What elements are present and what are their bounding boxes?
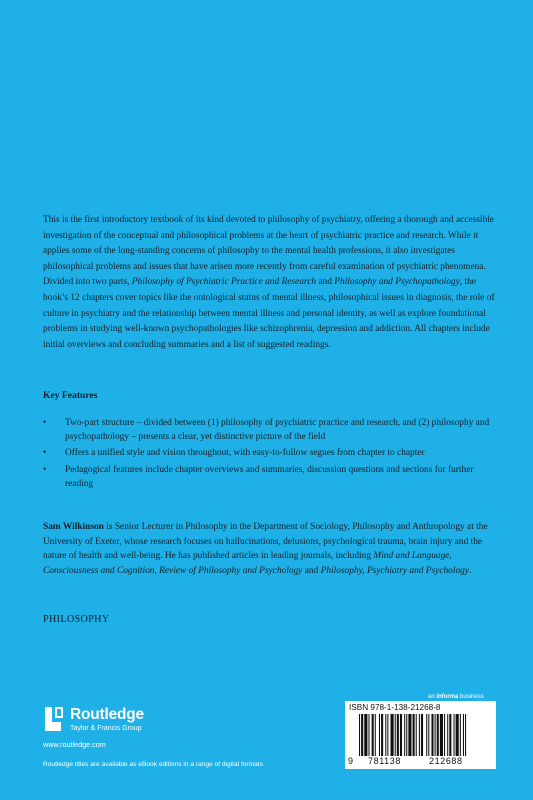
barcode-bar	[387, 714, 388, 756]
barcode-bar	[421, 714, 423, 756]
barcode-bar	[444, 714, 445, 756]
bullet-marker: •	[43, 448, 47, 459]
barcode-bar	[463, 714, 464, 756]
barcode-panel	[345, 701, 496, 769]
barcode-bar	[428, 714, 429, 756]
ebook-availability-note: Routledge titles are available as eBook editions in a range of digital formats	[43, 761, 263, 768]
informa-brand: informa	[436, 694, 459, 700]
journal-list: Mind and Language, Consciousness and Cognition, Review of Philosophy and Psychology	[43, 551, 452, 576]
feature-item	[43, 463, 495, 491]
informa-prefix: an	[428, 694, 437, 700]
author-bio-text: and	[302, 565, 321, 576]
routledge-logo-icon	[43, 705, 65, 733]
informa-business-note	[428, 694, 484, 700]
informa-suffix: business	[458, 694, 484, 700]
publisher-group: Taylor & Francis Group	[70, 725, 142, 732]
barcode-bar	[460, 714, 461, 756]
feature-text: Offers a unified style and vision throughout, with easy-to-follow segues from chapter to chapter	[65, 448, 425, 459]
journal-name: Philosophy, Psychiatry and Psychology	[320, 565, 469, 576]
barcode-bar	[435, 714, 436, 756]
author-bio	[43, 520, 495, 578]
barcode-bar	[449, 714, 451, 756]
barcode-bar	[404, 714, 405, 756]
blurb-text-continued: , the book’s 12 chapters cover topics like the ontological status of mental illness, philosophical issues in diagnosis, the role of culture in psychiatry and the relationship between mental illness and personal identity, as well as explore foundational problems in studying well-known psychopathologies like schizophrenia, depression and addiction. All chapters include initial overviews and concluding summaries and a list of suggested readings.	[43, 277, 495, 350]
author-name: Sam Wilkinson	[43, 522, 104, 532]
key-features-heading: Key Features	[43, 390, 98, 401]
feature-text: Pedagogical features include chapter overviews and summaries, discussion questions and sections for further reading	[65, 464, 474, 489]
barcode-bar	[375, 714, 376, 756]
barcode-bar	[397, 714, 399, 756]
barcode-bar	[456, 714, 459, 756]
bullet-marker: •	[43, 464, 47, 475]
barcode-bar	[416, 714, 417, 756]
author-bio-text: is Senior Lecturer in Philosophy in the Department of Sociology, Philosophy and Anthropology at the University of Exeter, whose research focuses on hallucinations, delusions, psychological trauma, brain injury and the nature of health and well-being. He has published articles in leading journals, including	[43, 522, 488, 562]
barcode-bar	[368, 714, 369, 756]
author-bio-text: .	[469, 565, 472, 576]
publisher-name: Routledge	[70, 706, 144, 723]
isbn-label: ISBN 978-1-138-21268-8	[349, 703, 441, 712]
barcode-bar	[395, 714, 396, 756]
barcode-bar	[419, 714, 420, 756]
barcode-bar	[372, 714, 374, 756]
barcode-bar	[391, 714, 394, 756]
barcode-bar	[465, 714, 466, 756]
subject-category: PHILOSOPHY	[43, 614, 110, 625]
publisher-url[interactable]: www.routledge.com	[43, 740, 106, 749]
barcode-bar	[359, 714, 360, 756]
barcode-bar	[400, 714, 402, 756]
barcode-bar	[379, 714, 380, 756]
blurb-text: This is the first introductory textbook of its kind devoted to philosophy of psychiatry, offering a thorough and accessible investigation of the conceptual and philosophical problems at the heart of psychiatric practice and research. While it applies some of the long-standing concerns of philosophy to the mental health professions, it also investigates philosophical problems and issues that have arisen more recently from careful examination of psychiatric phenomena. Divided into two parts,	[43, 215, 494, 288]
barcode-bar	[426, 714, 427, 756]
barcode-digit-lead: 9	[348, 756, 354, 766]
barcode-bar	[431, 714, 433, 756]
part-title-1: Philosophy of Psychiatric Practice and Research	[131, 277, 317, 288]
barcode-bar	[381, 714, 383, 756]
part-title-2: Philosophy and Psychopathology	[334, 277, 460, 288]
barcode-bar	[361, 714, 363, 756]
back-cover-blurb	[43, 213, 495, 353]
barcode-bar	[447, 714, 448, 756]
feature-text: Two-part structure – divided between (1) philosophy of psychiatric practice and research, and (2) philosophy and psychopathology – presents a clear, yet distinctive picture of the field	[65, 418, 490, 443]
bullet-marker: •	[43, 418, 47, 428]
barcode-bar	[406, 714, 407, 756]
barcode-bar	[437, 714, 439, 756]
feature-item	[43, 446, 495, 460]
feature-item	[43, 416, 495, 444]
barcode-bar	[364, 714, 367, 756]
barcode-bar	[440, 714, 443, 756]
barcode-bar	[454, 714, 455, 756]
barcode-bar	[408, 714, 411, 756]
barcode-bar	[385, 714, 386, 756]
blurb-conjunction: and	[316, 277, 335, 288]
key-features-list	[43, 416, 495, 493]
barcode-digits-right: 212688	[429, 756, 463, 766]
barcode-digits-left: 781138	[368, 756, 401, 766]
barcode-bar	[413, 714, 415, 756]
